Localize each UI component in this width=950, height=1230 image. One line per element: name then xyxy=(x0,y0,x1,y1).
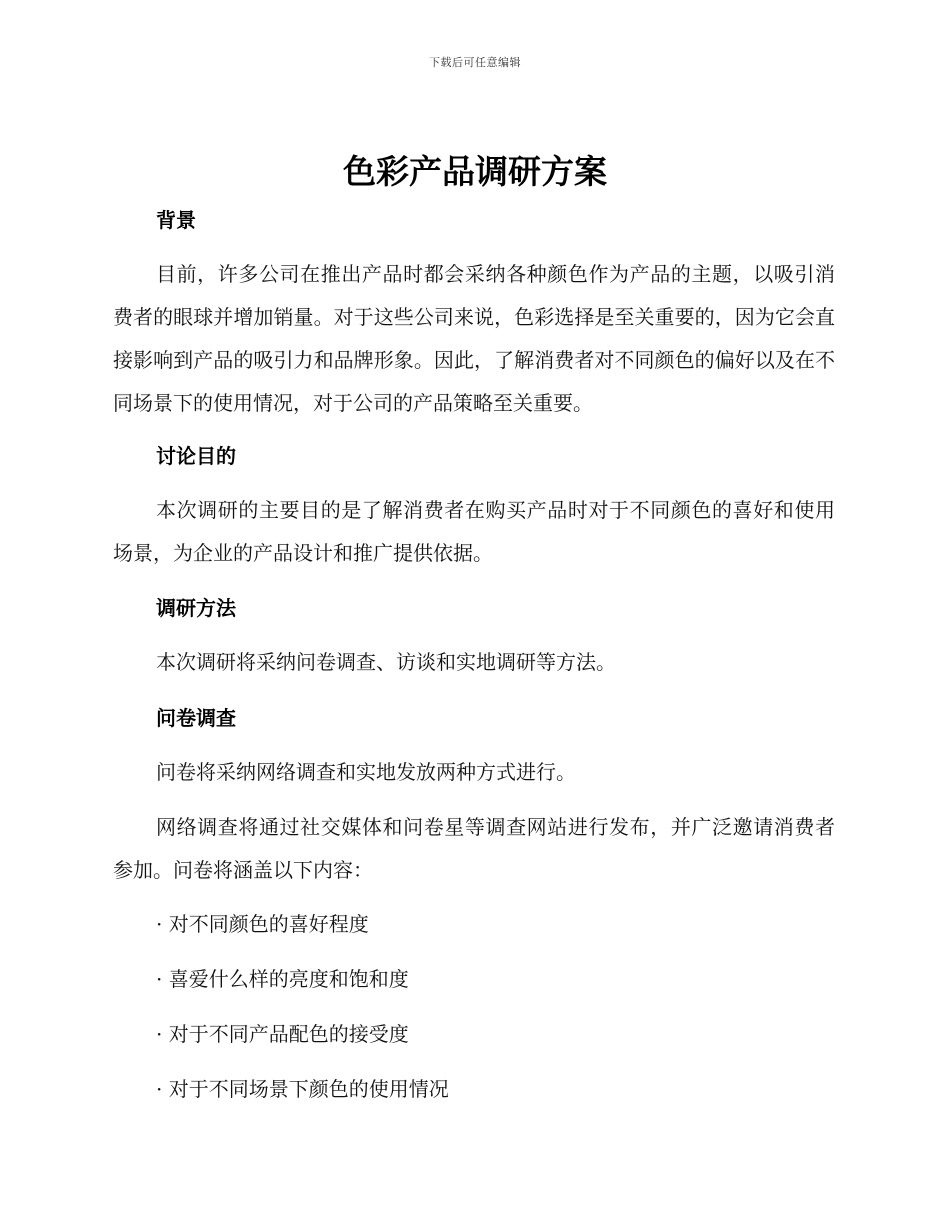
paragraph-background: 目前，许多公司在推出产品时都会采纳各种颜色作为产品的主题，以吸引消费者的眼球并增加销量。对于这些公司来说，色彩选择是至关重要的，因为它会直接影响到产品的吸引力和品牌形象。因此，了解消费者对不同颜色的偏好以及在不同场景下的使用情况，对于公司的产品策略至关重要。 xyxy=(113,262,835,415)
paragraph-survey-2: 网络调查将通过社交媒体和问卷星等调查网站进行发布，并广泛邀请消费者参加。问卷将涵盖以下内容： xyxy=(113,815,835,882)
heading-purpose: 讨论目的 xyxy=(156,444,236,468)
list-item: · 对于不同场景下颜色的使用情况 xyxy=(156,1077,449,1101)
heading-method: 调研方法 xyxy=(156,596,236,620)
heading-survey: 问卷调查 xyxy=(156,706,236,730)
document-title: 色彩产品调研方案 xyxy=(343,152,607,191)
list-item: · 对于不同产品配色的接受度 xyxy=(156,1022,409,1046)
paragraph-survey-1: 问卷将采纳网络调查和实地发放两种方式进行。 xyxy=(156,760,576,784)
paragraph-method: 本次调研将采纳问卷调查、访谈和实地调研等方法。 xyxy=(156,650,616,674)
paragraph-purpose: 本次调研的主要目的是了解消费者在购买产品时对于不同颜色的喜好和使用场景，为企业的产品设计和推广提供依据。 xyxy=(113,498,835,565)
list-item: · 对不同颜色的喜好程度 xyxy=(156,912,369,936)
header-note: 下载后可任意编辑 xyxy=(429,56,521,69)
heading-background: 背景 xyxy=(156,208,196,232)
list-item: · 喜爱什么样的亮度和饱和度 xyxy=(156,967,409,991)
